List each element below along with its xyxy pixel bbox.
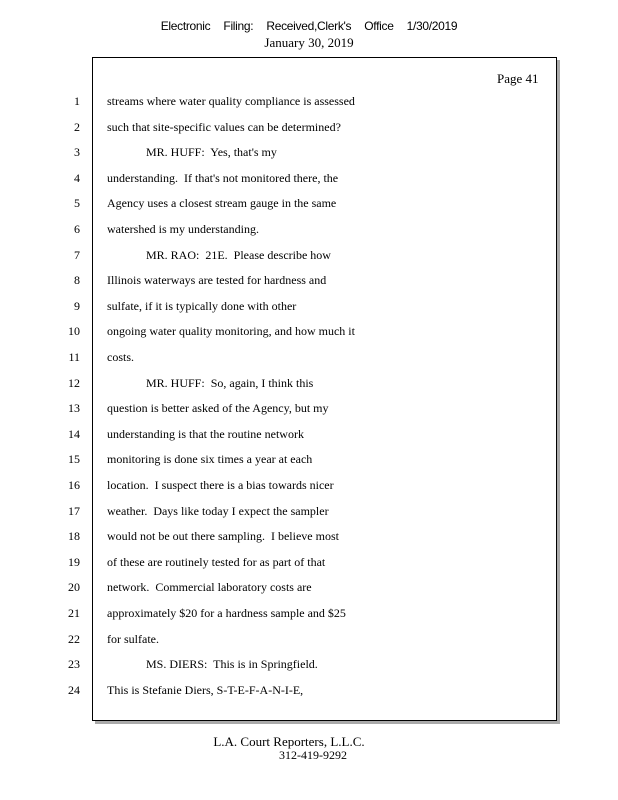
- transcript-line: would not be out there sampling. I believe most: [107, 529, 339, 544]
- line-number: 14: [68, 426, 80, 441]
- transcript-line: Agency uses a closest stream gauge in the same: [107, 196, 337, 211]
- transcript-line: understanding. If that's not monitored there, the: [107, 170, 339, 185]
- transcript-line: for sulfate.: [107, 631, 159, 646]
- line-number: 20: [68, 580, 80, 595]
- line-number: 3: [74, 145, 80, 160]
- line-number: 17: [68, 503, 80, 518]
- line-number: 16: [68, 478, 80, 492]
- filing-stamp: Electronic Filing: Received,Clerk's Office 1/30/2019: [160, 19, 458, 33]
- line-number: 1: [74, 94, 80, 108]
- transcript-line: approximately $20 for a hardness sample and $25: [107, 606, 346, 620]
- footer-phone: 312-419-9292: [279, 748, 347, 762]
- transcript-line: understanding is that the routine network: [107, 426, 304, 441]
- line-number: 13: [68, 401, 80, 416]
- transcript-line: watershed is my understanding.: [107, 222, 259, 236]
- line-number: 23: [68, 657, 80, 672]
- line-number: 22: [68, 631, 80, 646]
- line-number: 11: [68, 350, 80, 364]
- transcript-line: MR. RAO: 21E. Please describe how: [146, 247, 331, 262]
- transcript-line: Illinois waterways are tested for hardness and: [107, 273, 327, 288]
- transcript-line: MR. HUFF: Yes, that's my: [146, 145, 277, 160]
- line-number: 7: [74, 247, 80, 262]
- transcript-line: network. Commercial laboratory costs are: [107, 580, 312, 595]
- line-number: 18: [68, 529, 80, 544]
- line-number: 6: [74, 222, 80, 236]
- line-number: 2: [74, 119, 80, 134]
- page-number: Page 41: [497, 71, 539, 86]
- line-number: 8: [74, 273, 80, 288]
- line-number: 15: [68, 452, 80, 467]
- transcript-line: MS. DIERS: This is in Springfield.: [146, 657, 318, 672]
- line-number: 9: [74, 298, 80, 313]
- transcript-line: streams where water quality compliance is assessed: [107, 94, 355, 108]
- transcript-line: monitoring is done six times a year at each: [107, 452, 313, 467]
- footer-company: L.A. Court Reporters, L.L.C.: [213, 734, 365, 749]
- line-number: 19: [68, 554, 80, 569]
- header-date: January 30, 2019: [264, 35, 354, 50]
- line-number: 4: [74, 170, 80, 185]
- transcript-line: of these are routinely tested for as part of that: [107, 554, 326, 569]
- transcript-line: sulfate, if it is typically done with other: [107, 298, 297, 313]
- line-number: 12: [68, 375, 80, 390]
- line-number: 24: [68, 682, 80, 697]
- line-number: 21: [68, 606, 80, 620]
- transcript-line: weather. Days like today I expect the sampler: [107, 503, 329, 518]
- line-number: 10: [68, 324, 80, 339]
- transcript-line: such that site-specific values can be determined?: [107, 119, 341, 134]
- transcript-line: costs.: [107, 350, 134, 364]
- transcript-line: question is better asked of the Agency, but my: [107, 401, 329, 416]
- transcript-line: This is Stefanie Diers, S-T-E-F-A-N-I-E,: [107, 682, 304, 697]
- transcript-line: location. I suspect there is a bias towards nicer: [107, 478, 334, 492]
- line-number: 5: [74, 196, 80, 211]
- transcript-line: MR. HUFF: So, again, I think this: [146, 375, 314, 390]
- transcript-line: ongoing water quality monitoring, and how much it: [107, 324, 355, 339]
